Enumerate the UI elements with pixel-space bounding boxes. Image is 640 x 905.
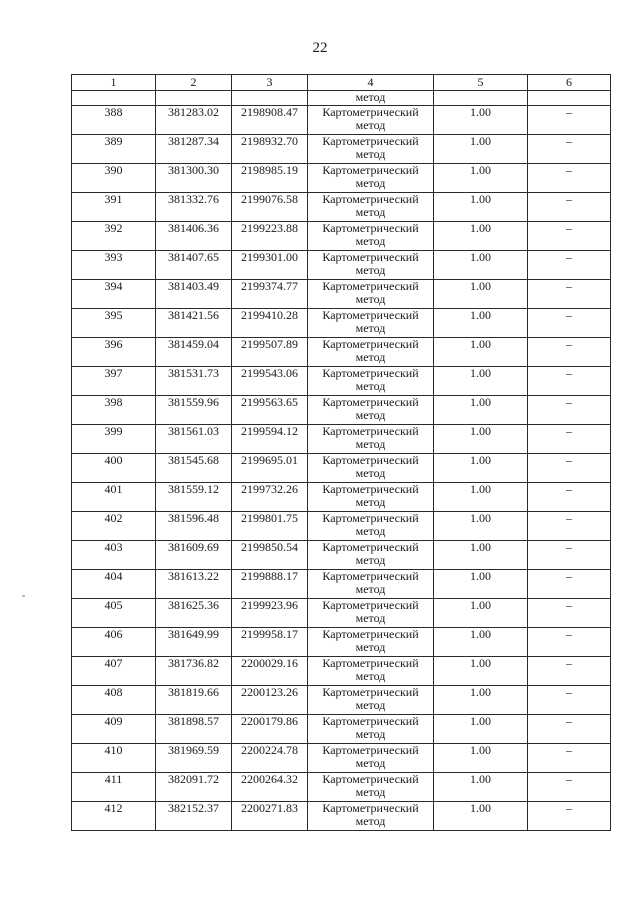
- accuracy-cell: 1.00: [434, 396, 528, 425]
- method-cell: [308, 541, 434, 570]
- method-cell: [308, 570, 434, 599]
- table-row: [72, 425, 611, 454]
- note-cell: –: [528, 773, 611, 802]
- point-number-cell: 389: [72, 135, 156, 164]
- point-number-cell: 397: [72, 367, 156, 396]
- method-line-1: Картометрический: [322, 482, 419, 496]
- y-coordinate-cell: 2200123.26: [232, 686, 308, 715]
- y-coordinate-cell: 2199923.96: [232, 599, 308, 628]
- accuracy-cell: 1.00: [434, 338, 528, 367]
- note-cell: –: [528, 222, 611, 251]
- point-number-cell: 404: [72, 570, 156, 599]
- method-line-1: Картометрический: [322, 105, 419, 119]
- method-line-2: метод: [355, 379, 386, 393]
- y-coordinate-cell: 2198932.70: [232, 135, 308, 164]
- y-coordinate-cell: 2199301.00: [232, 251, 308, 280]
- method-line-1: Картометрический: [322, 801, 419, 815]
- point-number-cell: 395: [72, 309, 156, 338]
- note-cell: –: [528, 251, 611, 280]
- continuation-method-text: метод: [308, 91, 434, 106]
- method-cell: [308, 164, 434, 193]
- header-row: [72, 75, 611, 91]
- method-cell: [308, 338, 434, 367]
- x-coordinate-cell: 381406.36: [156, 222, 232, 251]
- accuracy-cell: 1.00: [434, 309, 528, 338]
- accuracy-cell: 1.00: [434, 280, 528, 309]
- x-coordinate-cell: 382152.37: [156, 802, 232, 831]
- coordinates-table: [71, 74, 611, 831]
- point-number-cell: 388: [72, 106, 156, 135]
- x-coordinate-cell: 381531.73: [156, 367, 232, 396]
- method-line-2: метод: [355, 408, 386, 422]
- y-coordinate-cell: 2200271.83: [232, 802, 308, 831]
- method-cell: [308, 367, 434, 396]
- note-cell: –: [528, 541, 611, 570]
- y-coordinate-cell: 2199958.17: [232, 628, 308, 657]
- point-number-cell: 398: [72, 396, 156, 425]
- method-line-1: Картометрический: [322, 714, 419, 728]
- y-coordinate-cell: 2199543.06: [232, 367, 308, 396]
- note-cell: –: [528, 425, 611, 454]
- y-coordinate-cell: 2199563.65: [232, 396, 308, 425]
- method-cell: [308, 106, 434, 135]
- method-cell: [308, 135, 434, 164]
- x-coordinate-cell: 381283.02: [156, 106, 232, 135]
- method-cell: [308, 193, 434, 222]
- method-cell: [308, 222, 434, 251]
- continuation-cell-2: [156, 91, 232, 106]
- continuation-cell-1: [72, 91, 156, 106]
- accuracy-cell: 1.00: [434, 599, 528, 628]
- table-row: [72, 744, 611, 773]
- x-coordinate-cell: 381969.59: [156, 744, 232, 773]
- method-line-2: метод: [355, 466, 386, 480]
- table-row: [72, 483, 611, 512]
- method-cell: [308, 425, 434, 454]
- note-cell: –: [528, 628, 611, 657]
- method-line-2: метод: [355, 495, 386, 509]
- note-cell: –: [528, 715, 611, 744]
- table-row: [72, 251, 611, 280]
- x-coordinate-cell: 381736.82: [156, 657, 232, 686]
- y-coordinate-cell: 2199410.28: [232, 309, 308, 338]
- y-coordinate-cell: 2199801.75: [232, 512, 308, 541]
- x-coordinate-cell: 381625.36: [156, 599, 232, 628]
- point-number-cell: 412: [72, 802, 156, 831]
- method-line-1: Картометрический: [322, 192, 419, 206]
- accuracy-cell: 1.00: [434, 425, 528, 454]
- method-line-1: Картометрический: [322, 685, 419, 699]
- table-row: [72, 657, 611, 686]
- method-cell: [308, 309, 434, 338]
- point-number-cell: 392: [72, 222, 156, 251]
- method-line-1: Картометрический: [322, 772, 419, 786]
- note-cell: –: [528, 512, 611, 541]
- method-line-2: метод: [355, 118, 386, 132]
- header-cell-2: 2: [156, 75, 232, 91]
- method-line-2: метод: [355, 814, 386, 828]
- accuracy-cell: 1.00: [434, 773, 528, 802]
- y-coordinate-cell: 2199850.54: [232, 541, 308, 570]
- point-number-cell: 390: [72, 164, 156, 193]
- method-cell: [308, 512, 434, 541]
- y-coordinate-cell: 2200224.78: [232, 744, 308, 773]
- y-coordinate-cell: 2199507.89: [232, 338, 308, 367]
- method-line-1: Картометрический: [322, 221, 419, 235]
- accuracy-cell: 1.00: [434, 657, 528, 686]
- table-row: [72, 280, 611, 309]
- method-line-1: Картометрический: [322, 337, 419, 351]
- x-coordinate-cell: 381609.69: [156, 541, 232, 570]
- y-coordinate-cell: 2199223.88: [232, 222, 308, 251]
- y-coordinate-cell: 2199594.12: [232, 425, 308, 454]
- method-cell: [308, 251, 434, 280]
- accuracy-cell: 1.00: [434, 744, 528, 773]
- point-number-cell: 396: [72, 338, 156, 367]
- method-line-2: метод: [355, 350, 386, 364]
- method-cell: [308, 657, 434, 686]
- table-row: [72, 628, 611, 657]
- accuracy-cell: 1.00: [434, 570, 528, 599]
- table-row: [72, 773, 611, 802]
- table-body: [72, 75, 611, 831]
- y-coordinate-cell: 2200029.16: [232, 657, 308, 686]
- point-number-cell: 393: [72, 251, 156, 280]
- accuracy-cell: 1.00: [434, 193, 528, 222]
- x-coordinate-cell: 381649.99: [156, 628, 232, 657]
- y-coordinate-cell: 2199076.58: [232, 193, 308, 222]
- continuation-cell-6: [528, 91, 611, 106]
- header-cell-4: 4: [308, 75, 434, 91]
- method-cell: [308, 686, 434, 715]
- table-row: [72, 512, 611, 541]
- method-cell: [308, 628, 434, 657]
- method-line-2: метод: [355, 640, 386, 654]
- page-number: 22: [312, 40, 328, 56]
- method-line-1: Картометрический: [322, 656, 419, 670]
- accuracy-cell: 1.00: [434, 802, 528, 831]
- x-coordinate-cell: 381332.76: [156, 193, 232, 222]
- method-cell: [308, 802, 434, 831]
- method-line-1: Картометрический: [322, 366, 419, 380]
- x-coordinate-cell: 381559.12: [156, 483, 232, 512]
- header-cell-1: 1: [72, 75, 156, 91]
- method-line-2: метод: [355, 205, 386, 219]
- point-number-cell: 411: [72, 773, 156, 802]
- method-line-1: Картометрический: [322, 163, 419, 177]
- note-cell: –: [528, 744, 611, 773]
- y-coordinate-cell: 2200179.86: [232, 715, 308, 744]
- x-coordinate-cell: 381407.65: [156, 251, 232, 280]
- accuracy-cell: 1.00: [434, 686, 528, 715]
- header-cell-6: 6: [528, 75, 611, 91]
- note-cell: –: [528, 106, 611, 135]
- method-line-2: метод: [355, 727, 386, 741]
- point-number-cell: 394: [72, 280, 156, 309]
- method-line-1: Картометрический: [322, 250, 419, 264]
- method-line-1: Картометрический: [322, 134, 419, 148]
- accuracy-cell: 1.00: [434, 715, 528, 744]
- table-row: [72, 570, 611, 599]
- method-line-1: Картометрический: [322, 598, 419, 612]
- note-cell: –: [528, 193, 611, 222]
- note-cell: –: [528, 802, 611, 831]
- y-coordinate-cell: 2198908.47: [232, 106, 308, 135]
- table-row: [72, 222, 611, 251]
- note-cell: –: [528, 599, 611, 628]
- note-cell: –: [528, 454, 611, 483]
- method-line-2: метод: [355, 321, 386, 335]
- method-line-2: метод: [355, 263, 386, 277]
- x-coordinate-cell: 381613.22: [156, 570, 232, 599]
- point-number-cell: 399: [72, 425, 156, 454]
- note-cell: –: [528, 657, 611, 686]
- note-cell: –: [528, 338, 611, 367]
- method-line-2: метод: [355, 669, 386, 683]
- continuation-row: [72, 91, 611, 106]
- table-row: [72, 686, 611, 715]
- method-cell: [308, 773, 434, 802]
- point-number-cell: 407: [72, 657, 156, 686]
- y-coordinate-cell: 2199695.01: [232, 454, 308, 483]
- x-coordinate-cell: 381819.66: [156, 686, 232, 715]
- method-cell: [308, 454, 434, 483]
- accuracy-cell: 1.00: [434, 541, 528, 570]
- table-row: [72, 193, 611, 222]
- x-coordinate-cell: 382091.72: [156, 773, 232, 802]
- header-cell-5: 5: [434, 75, 528, 91]
- note-cell: –: [528, 135, 611, 164]
- note-cell: –: [528, 309, 611, 338]
- x-coordinate-cell: 381300.30: [156, 164, 232, 193]
- method-cell: [308, 483, 434, 512]
- y-coordinate-cell: 2199732.26: [232, 483, 308, 512]
- point-number-cell: 406: [72, 628, 156, 657]
- note-cell: –: [528, 164, 611, 193]
- table-row: [72, 715, 611, 744]
- method-line-2: метод: [355, 292, 386, 306]
- x-coordinate-cell: 381287.34: [156, 135, 232, 164]
- x-coordinate-cell: 381403.49: [156, 280, 232, 309]
- method-line-1: Картометрический: [322, 511, 419, 525]
- continuation-cell-3: [232, 91, 308, 106]
- method-line-1: Картометрический: [322, 743, 419, 757]
- accuracy-cell: 1.00: [434, 164, 528, 193]
- note-cell: –: [528, 483, 611, 512]
- method-line-2: метод: [355, 234, 386, 248]
- point-number-cell: 400: [72, 454, 156, 483]
- table-row: [72, 106, 611, 135]
- x-coordinate-cell: 381596.48: [156, 512, 232, 541]
- point-number-cell: 405: [72, 599, 156, 628]
- table-row: [72, 164, 611, 193]
- table-row: [72, 802, 611, 831]
- table-row: [72, 454, 611, 483]
- x-coordinate-cell: 381545.68: [156, 454, 232, 483]
- note-cell: –: [528, 280, 611, 309]
- method-line-2: метод: [355, 524, 386, 538]
- point-number-cell: 409: [72, 715, 156, 744]
- x-coordinate-cell: 381421.56: [156, 309, 232, 338]
- method-line-2: метод: [355, 147, 386, 161]
- accuracy-cell: 1.00: [434, 135, 528, 164]
- accuracy-cell: 1.00: [434, 106, 528, 135]
- method-cell: [308, 599, 434, 628]
- method-line-2: метод: [355, 582, 386, 596]
- accuracy-cell: 1.00: [434, 512, 528, 541]
- table-row: [72, 135, 611, 164]
- point-number-cell: 408: [72, 686, 156, 715]
- y-coordinate-cell: 2199374.77: [232, 280, 308, 309]
- table-row: [72, 599, 611, 628]
- method-line-2: метод: [355, 756, 386, 770]
- x-coordinate-cell: 381561.03: [156, 425, 232, 454]
- method-line-2: метод: [355, 698, 386, 712]
- accuracy-cell: 1.00: [434, 454, 528, 483]
- y-coordinate-cell: 2200264.32: [232, 773, 308, 802]
- table-row: [72, 367, 611, 396]
- method-line-2: метод: [355, 553, 386, 567]
- method-cell: [308, 280, 434, 309]
- table-row: [72, 541, 611, 570]
- accuracy-cell: 1.00: [434, 483, 528, 512]
- accuracy-cell: 1.00: [434, 222, 528, 251]
- method-line-1: Картометрический: [322, 453, 419, 467]
- method-line-1: Картометрический: [322, 540, 419, 554]
- point-number-cell: 410: [72, 744, 156, 773]
- method-line-1: Картометрический: [322, 395, 419, 409]
- note-cell: –: [528, 570, 611, 599]
- method-line-1: Картометрический: [322, 627, 419, 641]
- x-coordinate-cell: 381459.04: [156, 338, 232, 367]
- method-line-1: Картометрический: [322, 279, 419, 293]
- note-cell: –: [528, 396, 611, 425]
- table-row: [72, 309, 611, 338]
- x-coordinate-cell: 381559.96: [156, 396, 232, 425]
- scan-speck: [22, 595, 25, 597]
- method-cell: [308, 396, 434, 425]
- point-number-cell: 401: [72, 483, 156, 512]
- accuracy-cell: 1.00: [434, 628, 528, 657]
- accuracy-cell: 1.00: [434, 251, 528, 280]
- method-line-2: метод: [355, 785, 386, 799]
- method-line-1: Картометрический: [322, 424, 419, 438]
- method-line-2: метод: [355, 437, 386, 451]
- point-number-cell: 403: [72, 541, 156, 570]
- note-cell: –: [528, 367, 611, 396]
- method-cell: [308, 715, 434, 744]
- table-row: [72, 338, 611, 367]
- x-coordinate-cell: 381898.57: [156, 715, 232, 744]
- point-number-cell: 402: [72, 512, 156, 541]
- method-line-1: Картометрический: [322, 569, 419, 583]
- method-line-2: метод: [355, 611, 386, 625]
- note-cell: –: [528, 686, 611, 715]
- y-coordinate-cell: 2199888.17: [232, 570, 308, 599]
- y-coordinate-cell: 2198985.19: [232, 164, 308, 193]
- continuation-cell-5: [434, 91, 528, 106]
- header-cell-3: 3: [232, 75, 308, 91]
- point-number-cell: 391: [72, 193, 156, 222]
- method-line-2: метод: [355, 176, 386, 190]
- accuracy-cell: 1.00: [434, 367, 528, 396]
- method-cell: [308, 744, 434, 773]
- method-line-1: Картометрический: [322, 308, 419, 322]
- table-row: [72, 396, 611, 425]
